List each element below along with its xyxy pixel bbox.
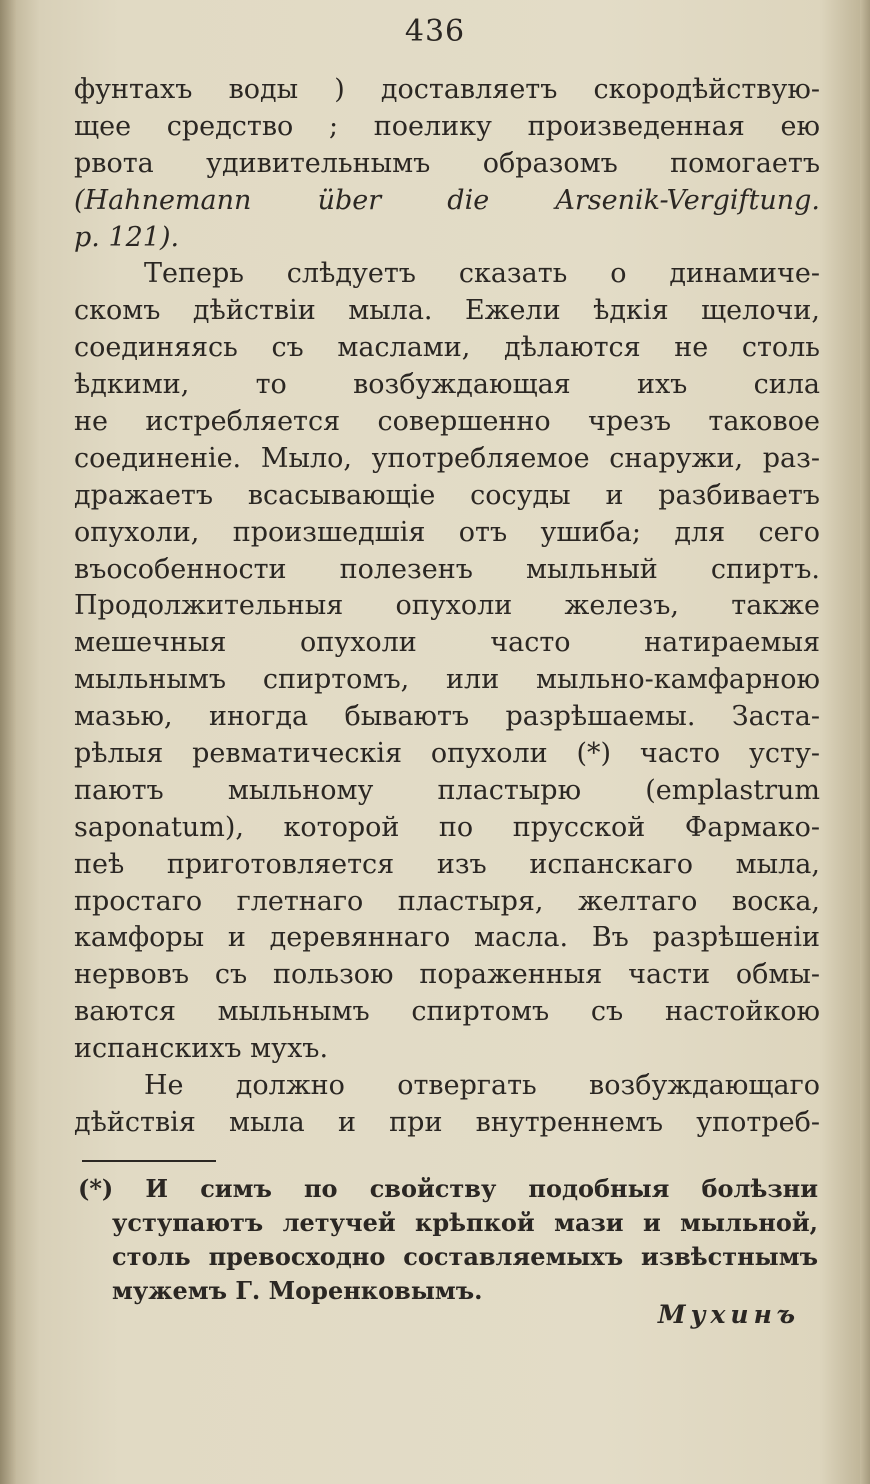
- text-line: ѣдкими, то возбуждающая ихъ сила: [74, 369, 820, 401]
- footnote-line: уступаютъ летучей крѣпкой мази и мыльной,: [112, 1208, 818, 1237]
- footnote-signature: Мухинъ: [657, 1300, 800, 1329]
- text-line: щее средство ; поелику произведенная ею: [74, 110, 820, 142]
- text-line: фунтахъ воды ) доставляетъ скородѣйствую-: [74, 74, 820, 105]
- footnote: [78, 1172, 818, 1308]
- text-line: saponatum), которой по прусской Фармако-: [74, 811, 820, 843]
- footnote-line: мужемъ Г. Моренковымъ.: [112, 1276, 483, 1305]
- text-line: соединеніе. Мыло, употребляемое снаружи, раз-: [74, 442, 820, 474]
- text-line: камфоры и деревяннаго масла. Въ разрѣшеніи: [74, 922, 820, 954]
- text-line: скомъ дѣйствіи мыла. Ежели ѣдкія щелочи,: [74, 295, 820, 327]
- text-line: въособенности полезенъ мыльный спиртъ.: [74, 553, 820, 585]
- text-line: ваются мыльнымъ спиртомъ съ настойкою: [74, 996, 820, 1028]
- text-line: испанскихъ мухъ.: [74, 1033, 329, 1065]
- text-line: дражаетъ всасывающіе сосуды и разбиваетъ: [74, 479, 820, 511]
- footnote-line: столь превосходно составляемыхъ извѣстнымъ: [112, 1242, 818, 1271]
- text-line-citation: (Hahnemann über die Arsenik-Vergiftung.: [74, 184, 820, 216]
- text-line: не истребляется совершенно чрезъ таковое: [74, 406, 820, 438]
- footnote-divider: [82, 1160, 216, 1162]
- text-line: соединяясь съ маслами, дѣлаются не столь: [74, 332, 820, 364]
- text-line: пеѣ приготовляется изъ испанскаго мыла,: [74, 848, 820, 880]
- text-line: рѣлыя ревматическія опухоли (*) часто усту-: [74, 738, 820, 770]
- text-line-citation: p. 121).: [74, 221, 180, 253]
- footnote-line: (*) И симъ по свойству подобныя болѣзни: [78, 1174, 818, 1203]
- text-line: Теперь слѣдуетъ сказать о динамиче-: [144, 258, 820, 290]
- text-line: мыльнымъ спиртомъ, или мыльно-камфарною: [74, 664, 820, 696]
- page-number: 436: [404, 14, 466, 49]
- text-line: паютъ мыльному пластырю (emplastrum: [74, 774, 820, 806]
- text-line: Продолжительныя опухоли железъ, также: [74, 590, 820, 622]
- body-text: [74, 72, 820, 1142]
- text-line: рвота удивительнымъ образомъ помогаетъ: [74, 147, 820, 179]
- text-line: нервовъ съ пользою пораженныя части обмы-: [74, 959, 820, 991]
- text-line: мазью, иногда бываютъ разрѣшаемы. Заста-: [74, 701, 820, 733]
- text-line: опухоли, произшедшія отъ ушиба; для сего: [74, 516, 820, 548]
- text-line: Не должно отвергать возбуждающаго: [144, 1070, 820, 1102]
- text-line: дѣйствія мыла и при внутреннемъ употреб-: [74, 1106, 820, 1138]
- text-line: простаго глетнаго пластыря, желтаго воска,: [74, 885, 820, 917]
- text-line: мешечныя опухоли часто натираемыя: [74, 627, 820, 659]
